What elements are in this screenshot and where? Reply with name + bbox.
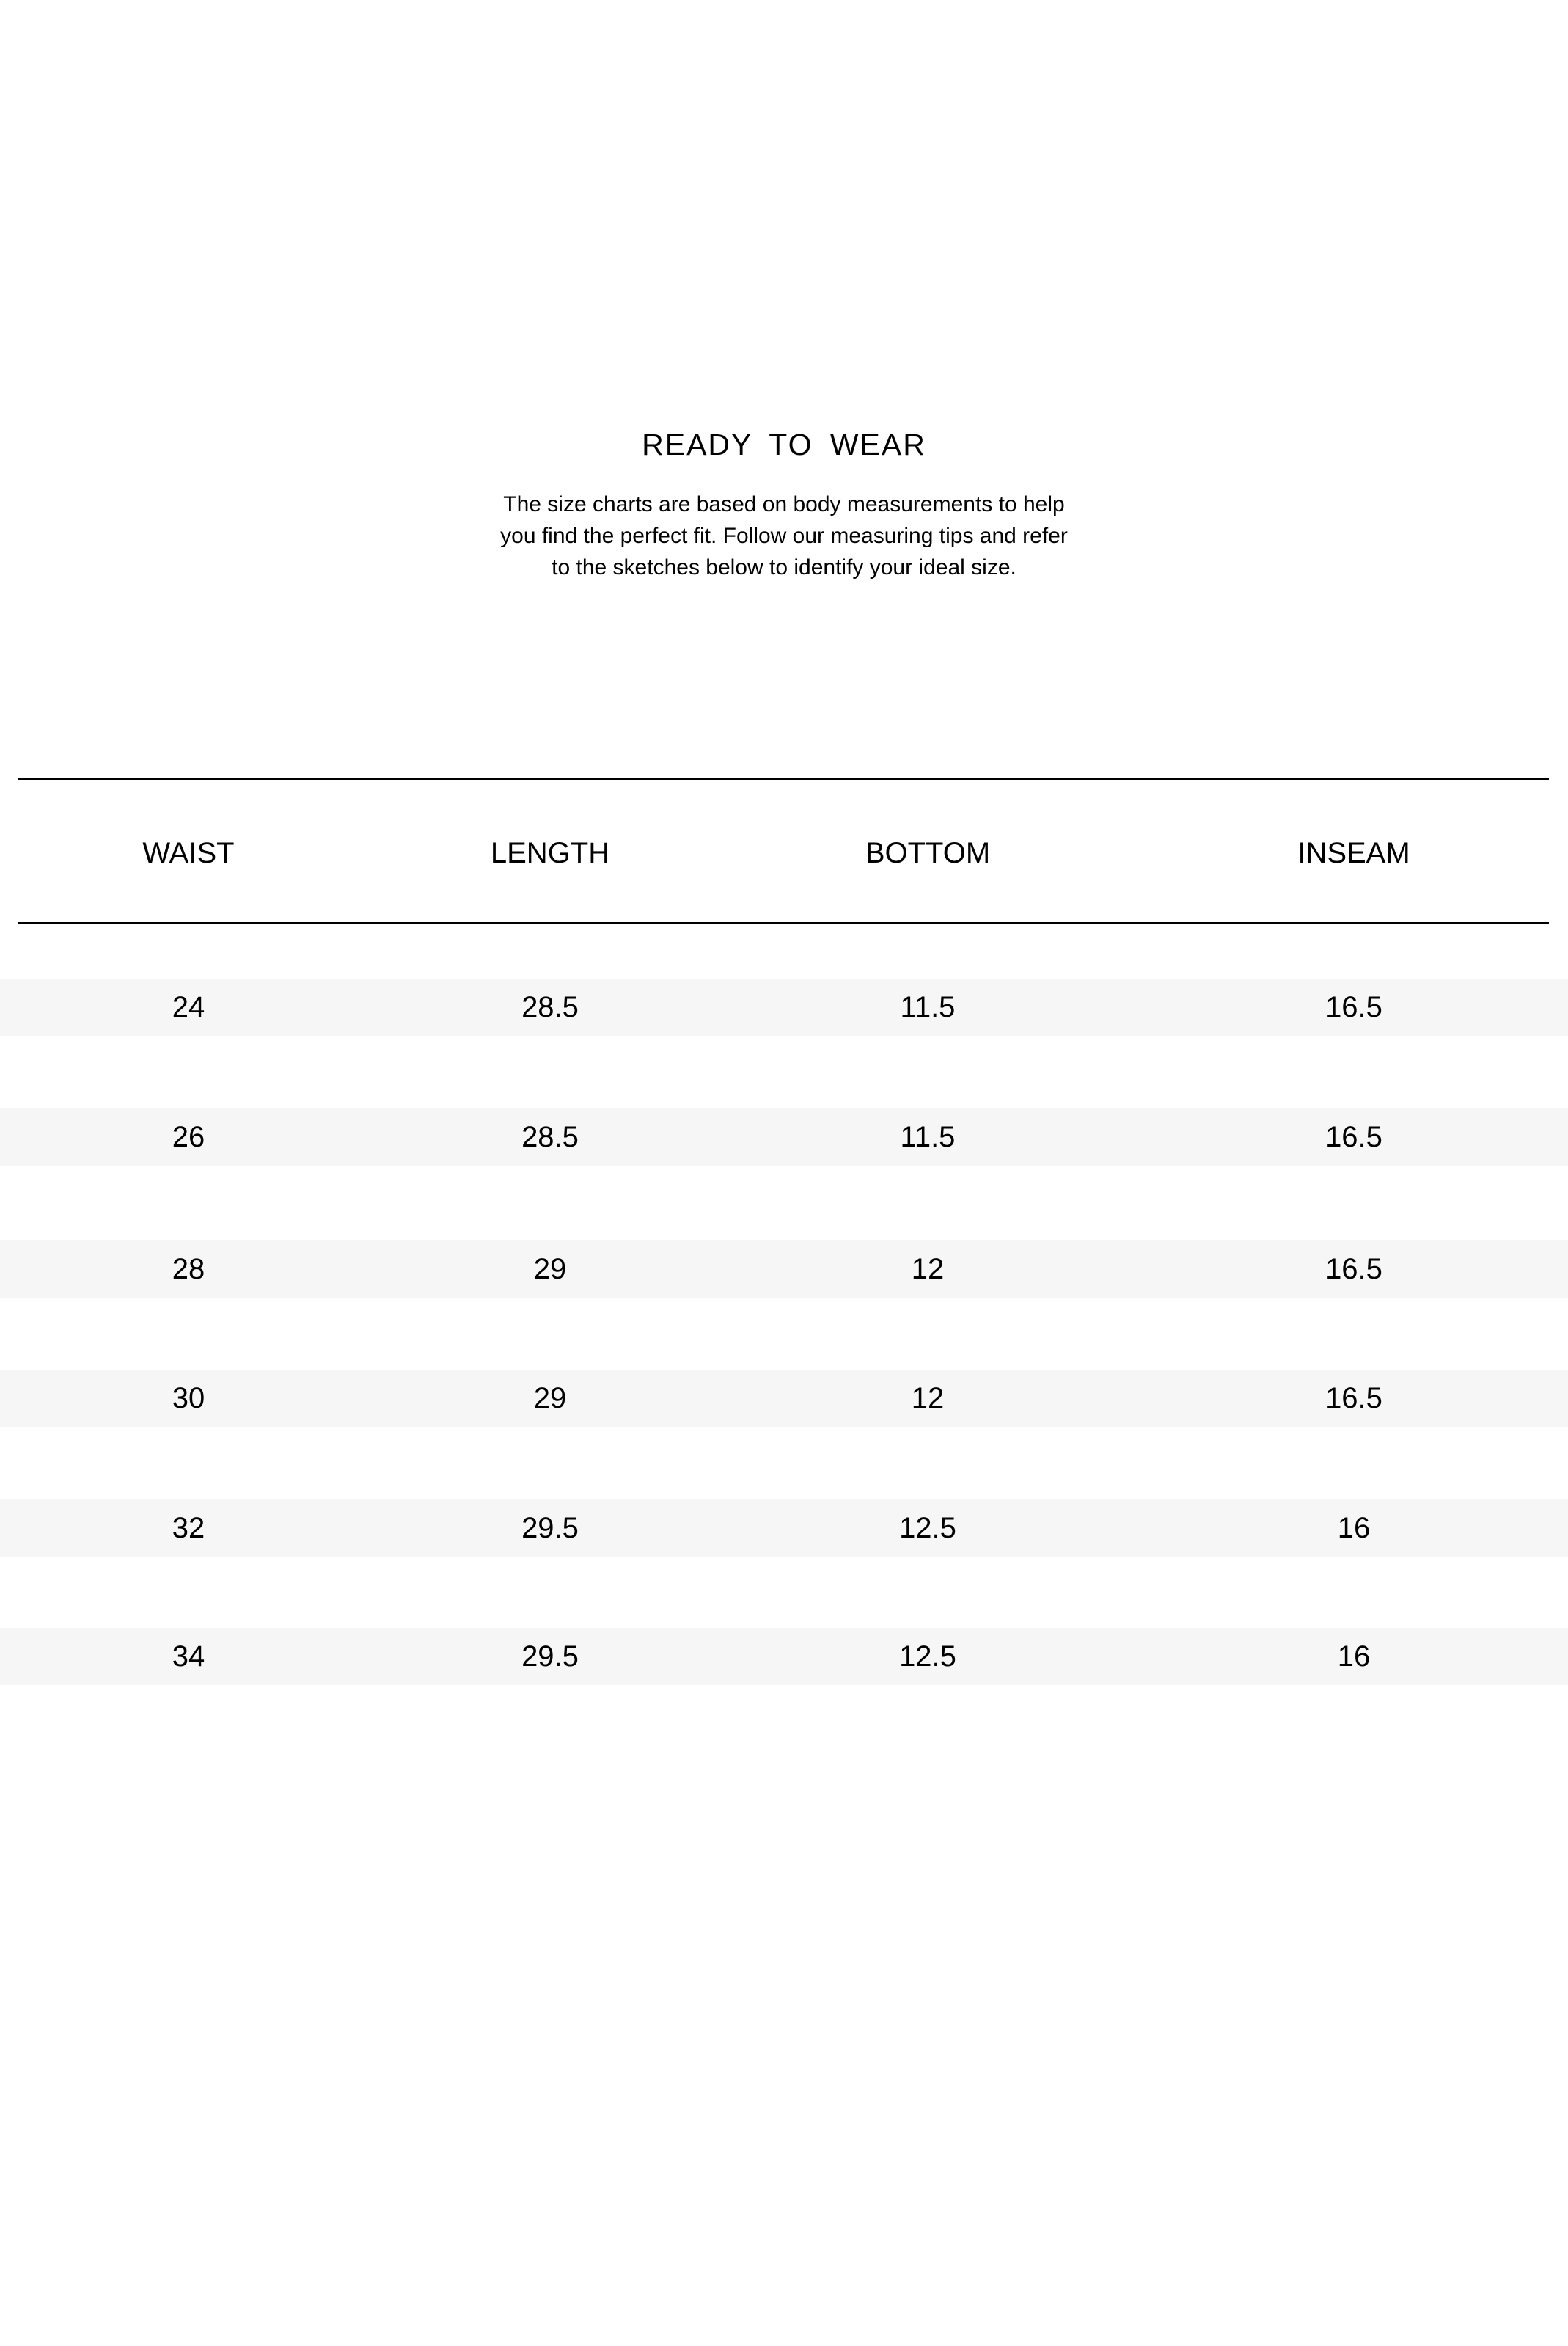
length-cell: 28.5	[521, 1120, 579, 1153]
length-cell: 29.5	[521, 1640, 579, 1673]
table-row	[0, 1370, 1568, 1427]
bottom-cell: 12	[911, 1381, 945, 1414]
waist-cell: 32	[172, 1511, 205, 1544]
waist-cell: 24	[172, 990, 205, 1023]
table-row	[0, 1108, 1568, 1166]
inseam-cell: 16.5	[1325, 990, 1382, 1023]
bottom-cell: 12.5	[899, 1511, 956, 1544]
table-row	[0, 1628, 1568, 1685]
page-title: READY TO WEAR	[642, 428, 926, 461]
bottom-cell: 11.5	[900, 1120, 956, 1153]
waist-cell: 34	[172, 1640, 205, 1673]
intro-line: The size charts are based on body measurements to help	[503, 492, 1065, 516]
column-header-waist: WAIST	[142, 836, 235, 869]
inseam-cell: 16	[1337, 1640, 1371, 1673]
table-row	[0, 1499, 1568, 1557]
inseam-cell: 16.5	[1325, 1120, 1382, 1153]
waist-cell: 28	[172, 1252, 205, 1285]
length-cell: 29	[533, 1252, 567, 1285]
intro-text	[0, 489, 1568, 583]
column-header-inseam: INSEAM	[1297, 836, 1410, 869]
inseam-cell: 16	[1337, 1511, 1371, 1544]
bottom-cell: 11.5	[900, 990, 956, 1023]
waist-cell: 30	[172, 1381, 205, 1414]
table-top-divider	[18, 778, 1549, 780]
column-header-bottom: BOTTOM	[865, 836, 991, 869]
waist-cell: 26	[172, 1120, 205, 1153]
length-cell: 29	[533, 1381, 567, 1414]
size-table-header	[0, 833, 1568, 874]
length-cell: 29.5	[521, 1511, 579, 1544]
intro-line: you find the perfect fit. Follow our measuring tips and refer	[500, 524, 1068, 548]
bottom-cell: 12.5	[899, 1640, 956, 1673]
column-header-length: LENGTH	[490, 836, 610, 869]
inseam-cell: 16.5	[1325, 1252, 1382, 1285]
intro-line: to the sketches below to identify your ideal size.	[552, 555, 1016, 580]
length-cell: 28.5	[521, 990, 579, 1023]
inseam-cell: 16.5	[1325, 1381, 1382, 1414]
table-row	[0, 1240, 1568, 1298]
table-row	[0, 979, 1568, 1036]
bottom-cell: 12	[911, 1252, 945, 1285]
table-header-divider	[18, 922, 1549, 924]
